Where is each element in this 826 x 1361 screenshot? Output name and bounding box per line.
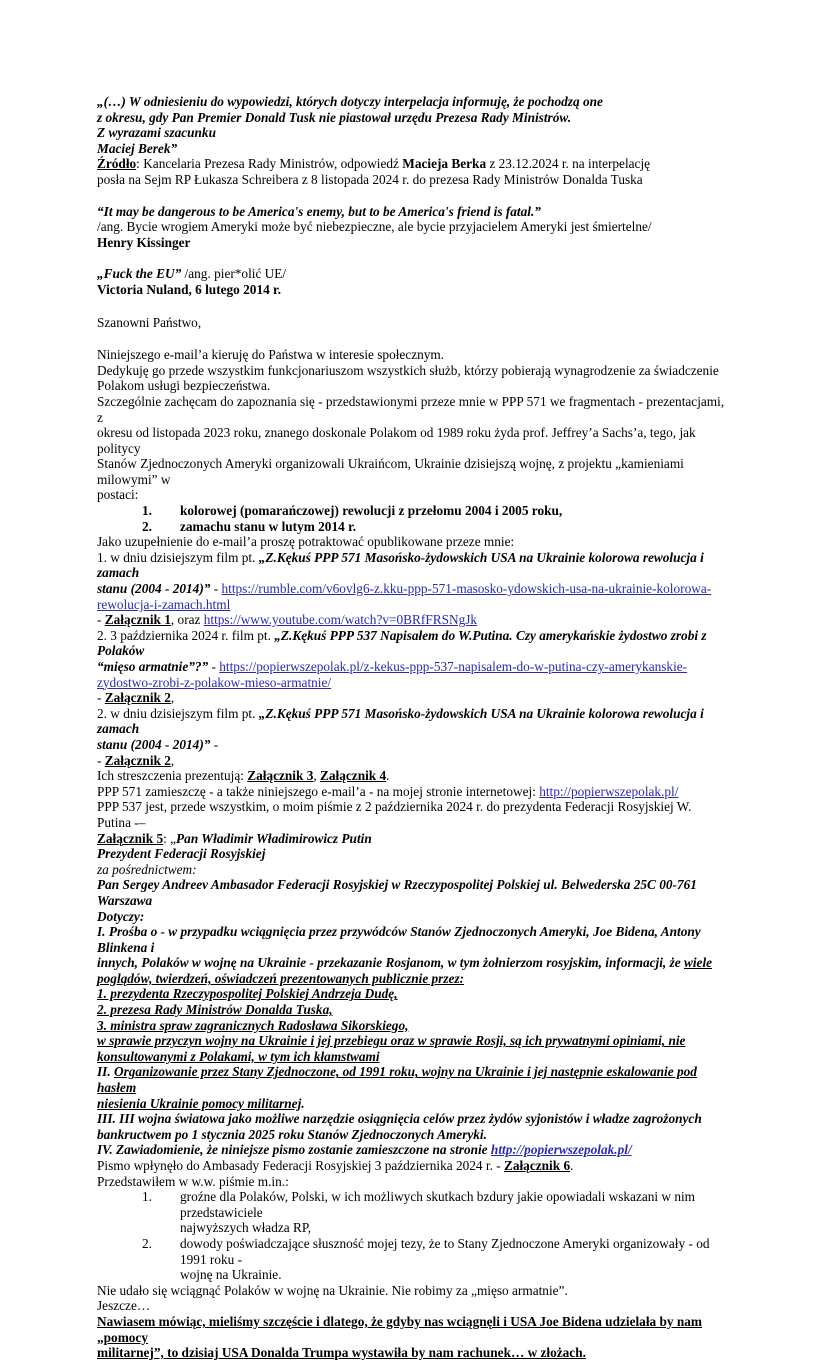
list-item [97, 1236, 728, 1283]
point-I-line1: I. Prośba o - w przypadku wciągnięcia przez przywódców Stanów Zjednoczonych Ameryki, Joe Bidena, Antony Blinkena i [97, 924, 701, 955]
nuland-quote-line [97, 266, 728, 282]
item2-title-line2: “mięso armatnie”?” [97, 659, 209, 674]
item1-youtube-link[interactable]: https://www.youtube.com/watch?v=0BRfFRSNgJk [203, 612, 478, 628]
letter-ambassador: Pan Sergey Andreev Ambasador Federacji Rosyjskiej w Rzeczypospolitej Polskiej ul. Belwederska 25C 00-761 Warszawa [97, 877, 697, 908]
letter-addressee-intro: : „ [163, 830, 177, 846]
final-statement-line-2: militarnej”, to dzisiaj USA Donalda Trumpa wystawiła by nam rachunek… w złożach. [97, 1345, 586, 1361]
point-I-line5: konsultowanymi z Polakami, w tym ich kłamstwami [97, 1048, 380, 1064]
list-item-number: 2. [142, 1235, 152, 1251]
letter-title: Prezydent Federacji Rosyjskiej [97, 846, 266, 862]
summaries-line [97, 768, 728, 784]
divider-space-2 [97, 250, 728, 266]
point-I-sub-1: 1. prezydenta Rzeczypospolitej Polskiej Andrzeja Dudę, [97, 986, 398, 1002]
item3-prefix: 2. w dniu dzisiejszym film pt. [97, 705, 259, 721]
item2-article-link[interactable]: https://popierwszepolak.pl/z-kekus-ppp-537-napisalem-do-w-putina-czy-amerykanskie-zydostwo-zrobi-z-polakow-mieso-armatnie/ [97, 659, 688, 690]
delivery-prefix: Pismo wpłynęło do Ambasady Federacji Rosyjskiej 3 października 2024 r. - [97, 1158, 504, 1173]
body-p2-line2: Polakom usługi bezpieczeństwa. [97, 378, 271, 394]
summaries-prefix: Ich streszczenia prezentują: [97, 768, 248, 784]
point-II-line2 [97, 1096, 728, 1112]
letter-addressee-line [97, 831, 728, 847]
kissinger-quote: “It may be dangerous to be America's enemy, but to be America's friend is fatal.” [97, 203, 541, 219]
point-IV-text: IV. Zawiadomienie, że niniejsze pismo zostanie zamieszczone na stronie [97, 1142, 491, 1158]
point-II-numeral: II. [97, 1064, 114, 1080]
nuland-quote: „Fuck the EU” [97, 266, 182, 282]
letter-via: za pośrednictwem: [97, 861, 197, 877]
final-statement-line-1: Nawiasem mówiąc, mieliśmy szczęście i dlatego, że gdyby nas wciągnęli i USA Joe Bidena udzielała by nam „pomocy [97, 1313, 702, 1345]
quote-1-line-4: Maciej Berek” [97, 140, 178, 156]
delivery-attachment: Załącznik 6 [503, 1158, 571, 1173]
point-II-line1 [97, 1064, 728, 1095]
body-p1: Niniejszego e-mail’a kieruję do Państwa w interesie społecznym. [97, 347, 445, 363]
item3-title-line2: stanu (2004 - 2014)” [97, 736, 211, 752]
letter-attachment: Załącznik 5 [97, 830, 164, 846]
point-I-sub-2: 2. prezesa Rady Ministrów Donalda Tuska, [97, 1002, 333, 1018]
ppp571-prefix: PPP 571 zamieszczę - a także niniejszego e-mail’a - na mojej stronie internetowej: [97, 783, 540, 799]
list-item [97, 519, 728, 535]
point-IV-site-link[interactable]: http://popierwszepolak.pl/ [490, 1142, 632, 1158]
kissinger-translation: /ang. Bycie wrogiem Ameryki może być niebezpieczne, ale bycie przyjacielem Ameryki jest śmiertelne/ [97, 219, 652, 235]
divider-space-1 [97, 188, 728, 204]
list-item-label-cont: najwyższych władza RP, [180, 1220, 312, 1236]
item2-mid: - [97, 690, 105, 706]
nuland-translation: /ang. pier*olić UE/ [181, 266, 287, 282]
item2-prefix: 2. 3 października 2024 r. film pt. [97, 627, 275, 643]
list-item-label: groźne dla Polaków, Polski, w ich możliwych skutkach bzdury jakie opowiadali wskazani w nim przedstawiciele [180, 1189, 696, 1220]
closing-line-1: Nie udało się wciągnąć Polaków w wojnę na Ukrainie. Nie robimy za „mięso armatnie”. [97, 1282, 568, 1298]
item1-prefix: 1. w dniu dzisiejszym film pt. [97, 549, 259, 565]
item1-dash: - [210, 581, 222, 597]
point-I-line3: poglądów, twierdzeń, oświadczeń prezentowanych publicznie przez: [97, 970, 465, 986]
item1-line1 [97, 550, 728, 581]
item2-line2 [97, 659, 728, 690]
point-IV-line [97, 1142, 728, 1158]
point-III-line2: bankructwem po 1 stycznia 2025 roku Stanów Zjednoczonych Ameryki. [97, 1126, 487, 1142]
letter-subject-label: Dotyczy: [97, 908, 145, 924]
milestones-list [97, 503, 728, 534]
point-II-text: Organizowanie przez Stany Zjednoczone, od 1991 roku, wojny na Ukrainie i jej następnie eskalowanie pod hasłem [97, 1064, 697, 1096]
quote-1-line-2: z okresu, gdy Pan Premier Donald Tusk nie piastował urzędu Prezesa Rady Ministrów. [97, 109, 572, 125]
closing-line-2: Jeszcze… [97, 1298, 151, 1314]
ppp571-line [97, 784, 728, 800]
point-I-sub-3: 3. ministra spraw zagranicznych Radosława Sikorskiego, [97, 1017, 409, 1033]
point-I-line2-underlined: wiele [683, 955, 713, 971]
point-III-line1: III. III wojna światowa jako możliwe narzędzie osiągnięcia celów przez żydów syjonistów i władze zagrożonych [97, 1111, 702, 1127]
point-I-line2-text: innych, Polaków w wojnę na Ukrainie - przekazanie Rosjanom, w tym żołnierzom rosyjskim, informacji, że [97, 955, 684, 971]
body-p3-line2: okresu od listopada 2023 roku, znanego doskonale Polakom od 1989 roku żyda prof. Jeffrey’a Sachs’a, tego, jak politycy [97, 425, 696, 456]
item3-attach-prefix: - [97, 752, 105, 768]
source-text-a: : Kancelaria Prezesa Rady Ministrów, odpowiedź [136, 156, 403, 172]
item2-line3 [97, 690, 728, 706]
item1-line3 [97, 612, 728, 628]
body-p3-line4: postaci: [97, 487, 139, 503]
list-item-label: kolorowej (pomarańczowej) rewolucji z przełomu 2004 i 2005 roku, [180, 503, 563, 519]
list-item-number: 2. [142, 518, 152, 534]
kissinger-author: Henry Kissinger [97, 234, 191, 250]
quote-1-line-1: „(…) W odniesieniu do wypowiedzi, których dotyczy interpelacja informuję, że pochodzą one [97, 94, 603, 109]
point-I-line4: w sprawie przyczyn wojny na Ukrainie i jej przebiegu oraz w sprawie Rosji, są ich prywatnymi opiniami, nie [97, 1033, 686, 1049]
supplement-intro: Jako uzupełnienie do e-mail’a proszę potraktować opublikowane przeze mnie: [97, 534, 515, 550]
divider-space-4 [97, 330, 728, 347]
document-body [97, 94, 728, 1361]
item3-line1 [97, 706, 728, 737]
item2-line1 [97, 628, 728, 659]
point-II-period: . [301, 1095, 305, 1111]
item3-line2 [97, 737, 728, 753]
source-person: Macieja Berka [402, 156, 487, 172]
item3-attachment: Załącznik 2 [104, 752, 171, 768]
item1-title-line2: stanu (2004 - 2014)” [97, 581, 211, 597]
nuland-author: Victoria Nuland, 6 lutego 2014 r. [97, 281, 282, 297]
item1-after: , oraz [170, 612, 204, 628]
item2-title-line1: „Z.Kękuś PPP 537 Napisałem do W.Putina. Czy amerykańskie żydostwo zrobi z Polaków [97, 627, 707, 659]
list-item-label-cont: wojnę na Ukrainie. [180, 1267, 282, 1283]
list-item-label: zamachu stanu w lutym 2014 r. [180, 518, 357, 534]
list-item-number: 1. [142, 1189, 152, 1205]
divider-space-3 [97, 298, 728, 315]
quote-1-line-3: Z wyrazami szacunku [97, 125, 216, 141]
summaries-attachment-3: Załącznik 3 [247, 768, 314, 784]
list-item-label: dowody poświadczające słuszność mojej tezy, że to Stany Zjednoczone Ameryki organizowały - od 1991 roku - [180, 1235, 710, 1267]
summaries-separator: , [313, 768, 321, 784]
list-item [97, 1189, 728, 1236]
item3-line3 [97, 753, 728, 769]
item2-dash: - [208, 659, 220, 674]
delivery-line [97, 1158, 728, 1174]
body-p3-line3: Stanów Zjednoczonych Ameryki organizowali Ukraińcom, Ukrainie dzisiejszą wojnę, z projektu „kamieniami milowymi” w [97, 456, 684, 487]
source-line-1 [97, 156, 728, 172]
body-p2-line1: Dedykuję go przede wszystkim funkcjonariuszom wszystkich służb, którzy pobierają wynagrodzenie za świadczenie [97, 362, 719, 378]
item3-after: , [170, 752, 175, 768]
point-II-text-cont: niesienia Ukrainie pomocy militarnej [97, 1095, 302, 1111]
list-item [97, 503, 728, 519]
ppp571-site-link[interactable]: http://popierwszepolak.pl/ [539, 783, 679, 799]
letter-addressee: Pan Władimir Władimirowicz Putin [176, 830, 372, 846]
item3-title-line1: „Z.Kękuś PPP 571 Masońsko-żydowskich USA na Ukrainie kolorowa rewolucja i zamach [97, 705, 704, 737]
item1-rumble-link[interactable]: https://rumble.com/v6ovlg6-z.kku-ppp-571-masosko-ydowskich-usa-na-ukrainie-kolorowa-rewolucja-i-zamach.html [97, 581, 712, 612]
item3-dash: - [210, 736, 219, 752]
source-line-2: posła na Sejm RP Łukasza Schreibera z 8 listopada 2024 r. do prezesa Rady Ministrów Donalda Tuska [97, 171, 643, 187]
presented-intro: Przedstawiłem w w.w. piśmie m.in.: [97, 1173, 289, 1189]
summaries-attachment-4: Załącznik 4 [320, 768, 387, 784]
salutation: Szanowni Państwo, [97, 314, 202, 330]
item1-line2 [97, 581, 728, 612]
item1-attachment: Załącznik 1 [104, 612, 171, 628]
item2-attachment: Załącznik 2 [104, 690, 171, 706]
list-item-number: 1. [142, 503, 152, 519]
body-p3-line1: Szczególnie zachęcam do zapoznania się - przedstawionymi przeze mnie w PPP 571 we fragmentach - prezentacjami, z [97, 393, 725, 425]
point-I-line2 [97, 955, 728, 971]
source-label: Źródło [97, 156, 137, 172]
summaries-suffix: . [386, 768, 390, 784]
ppp537-line: PPP 537 jest, przede wszystkim, o moim piśmie z 2 października 2024 r. do prezydenta Federacji Rosyjskiej W. Putina -– [97, 799, 692, 830]
item1-title-line1: „Z.Kękuś PPP 571 Masońsko-żydowskich USA na Ukrainie kolorowa rewolucja i zamach [97, 549, 704, 581]
delivery-suffix: . [570, 1158, 574, 1173]
item2-after: , [170, 690, 175, 706]
source-text-b: z 23.12.2024 r. na interpelację [486, 156, 651, 172]
item1-mid: - [97, 612, 105, 628]
presented-list [97, 1189, 728, 1283]
